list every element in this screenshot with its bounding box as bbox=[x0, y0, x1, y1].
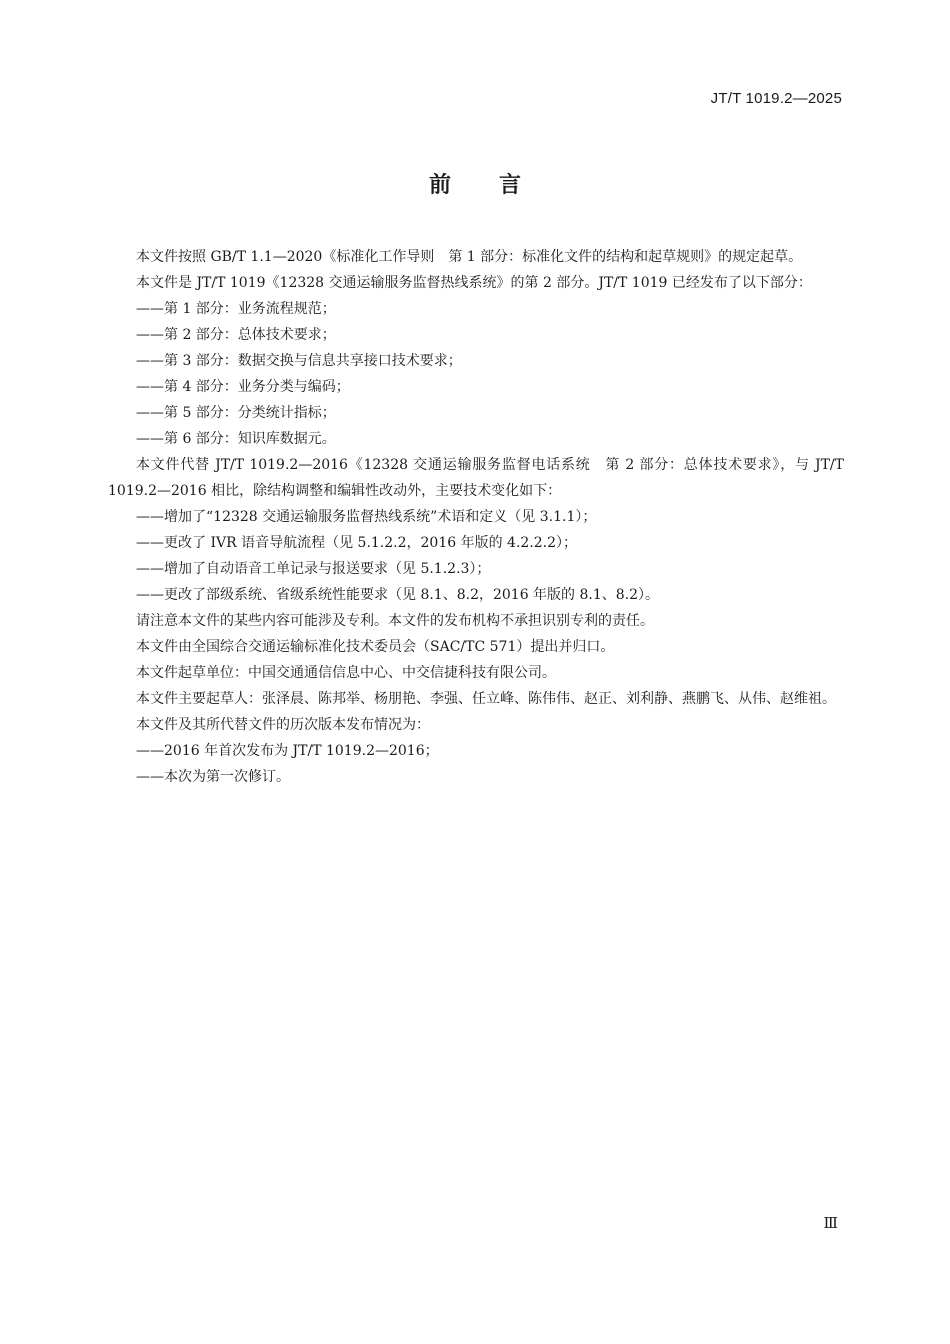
list-item: ——增加了自动语音工单记录与报送要求（见 5.1.2.3）； bbox=[136, 561, 491, 577]
list-item: ——第 3 部分：数据交换与信息共享接口技术要求； bbox=[136, 353, 462, 369]
list-item: ——第 5 部分：分类统计指标； bbox=[136, 405, 336, 421]
paragraph: 请注意本文件的某些内容可能涉及专利。本文件的发布机构不承担识别专利的责任。 bbox=[136, 613, 654, 629]
paragraph: 本文件起草单位：中国交通通信信息中心、中交信捷科技有限公司。 bbox=[136, 665, 556, 681]
list-item: ——更改了部级系统、省级系统性能要求（见 8.1、8.2，2016 年版的 8.1、8.2）。 bbox=[136, 587, 660, 603]
document-code: JT/T 1019.2—2025 bbox=[710, 90, 842, 107]
paragraph: 本文件由全国综合交通运输标准化技术委员会（SAC/TC 571）提出并归口。 bbox=[136, 639, 615, 655]
list-item: ——本次为第一次修订。 bbox=[136, 769, 290, 785]
list-item: ——第 1 部分：业务流程规范； bbox=[136, 301, 336, 317]
paragraph: 本文件是 JT/T 1019《12328 交通运输服务监督热线系统》的第 2 部分。JT/T 1019 已经发布了以下部分： bbox=[136, 275, 812, 291]
page-number: Ⅲ bbox=[823, 1214, 838, 1232]
paragraph: 本文件代替 JT/T 1019.2—2016《12328 交通运输服务监督电话系统 第 2 部分：总体技术要求》，与 JT/T 1019.2—2016 相比，除结构调整和编辑性改动外，主要技术变化如下： bbox=[108, 457, 844, 499]
list-item: ——第 6 部分：知识库数据元。 bbox=[136, 431, 336, 447]
list-item: ——增加了“12328 交通运输服务监督热线系统”术语和定义（见 3.1.1）； bbox=[136, 509, 597, 525]
paragraph: 本文件及其所代替文件的历次版本发布情况为： bbox=[136, 717, 430, 733]
list-item: ——第 4 部分：业务分类与编码； bbox=[136, 379, 350, 395]
list-item: ——更改了 IVR 语音导航流程（见 5.1.2.2，2016 年版的 4.2.2.2）； bbox=[136, 535, 578, 551]
paragraph: 本文件主要起草人：张泽晨、陈邦举、杨朋艳、李强、任立峰、陈伟伟、赵正、刘利静、燕鹏飞、从伟、赵维祖。 bbox=[136, 691, 836, 707]
preface-body bbox=[108, 244, 844, 790]
list-item: ——2016 年首次发布为 JT/T 1019.2—2016； bbox=[136, 743, 439, 759]
paragraph: 本文件按照 GB/T 1.1—2020《标准化工作导则 第 1 部分：标准化文件的结构和起草规则》的规定起草。 bbox=[136, 249, 803, 265]
page-title: 前言 bbox=[428, 173, 569, 198]
list-item: ——第 2 部分：总体技术要求； bbox=[136, 327, 336, 343]
